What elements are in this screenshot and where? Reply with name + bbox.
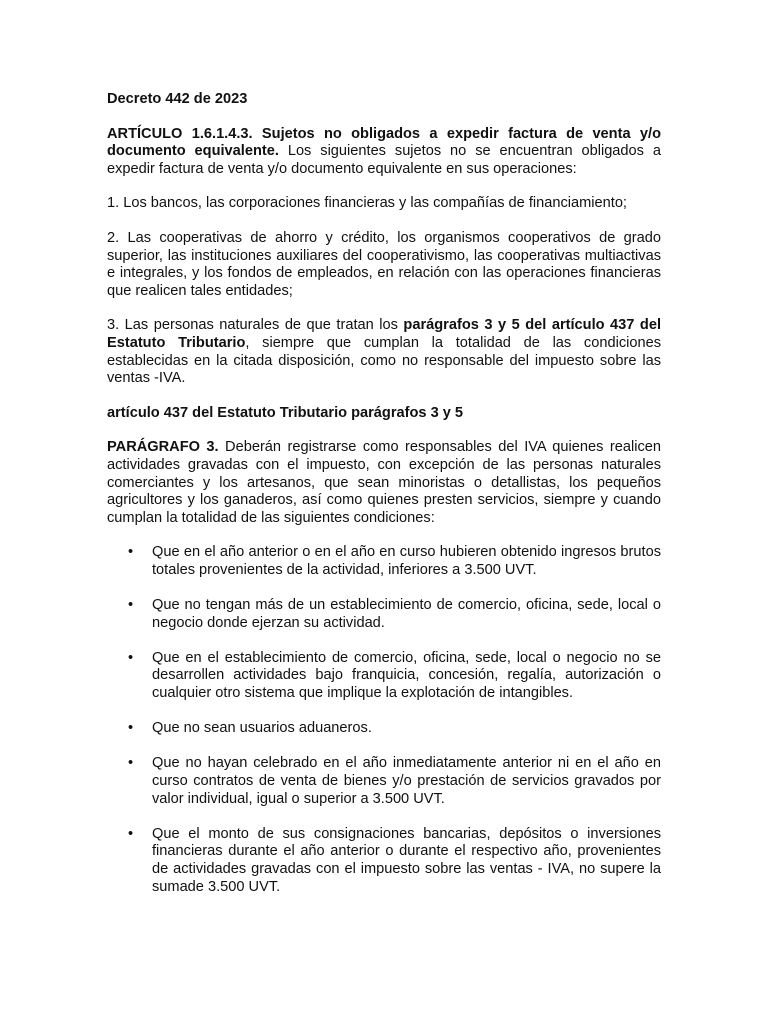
item3-reference: parágrafos 3 y 5 del artículo 437 del Estatuto Tributario	[107, 317, 662, 351]
decree-title: Decreto 442 de 2023	[107, 91, 248, 107]
condition-text: Que no sean usuarios aduaneros.	[152, 720, 372, 737]
condition-item	[107, 650, 661, 703]
item3-prefix: 3. Las personas naturales de que tratan los	[107, 317, 404, 334]
paragraph-3-text: Deberán registrarse como responsables del IVA quienes realicen actividades gravadas con el impuesto, con excepción de las personas naturales comerciantes y los artesanos, que sean minoristas o detallistas, los pequeños agricultores y los ganaderos, así como quienes presten servicios, siempre y cuando cumplan la totalidad de las siguientes condiciones:	[107, 439, 661, 526]
list-item-3	[107, 317, 661, 387]
bullet-icon: •	[128, 825, 134, 842]
article-heading: ARTÍCULO 1.6.1.4.3. Sujetos no obligados a expedir factura de venta y/o documento equivalente.	[107, 125, 661, 160]
list-item-2: 2. Las cooperativas de ahorro y crédito, los organismos cooperativos de grado superior, las instituciones auxiliares del cooperativismo, las cooperativas multiactivas e integrales, y los fondos de empleados, en relación con las operaciones financieras que realicen tales entidades;	[107, 229, 661, 299]
bullet-icon: •	[128, 544, 134, 561]
bullet-icon: •	[128, 720, 134, 737]
article-intro: Los siguientes sujetos no se encuentran obligados a expedir factura de venta y/o documento equivalente en sus operaciones:	[107, 143, 661, 177]
list-item-1: 1. Los bancos, las corporaciones financieras y las compañías de financiamiento;	[107, 195, 627, 212]
condition-text: Que no hayan celebrado en el año inmediatamente anterior ni en el año en curso contratos de venta de bienes y/o prestación de servicios gravados por valor individual, igual o superior a 3.500 UVT.	[152, 755, 661, 807]
bullet-icon: •	[128, 755, 134, 772]
condition-text: Que en el año anterior o en el año en curso hubieren obtenido ingresos brutos totales provenientes de la actividad, inferiores a 3.500 UVT.	[152, 544, 661, 578]
article-paragraph	[107, 126, 661, 179]
condition-item	[107, 755, 661, 808]
bullet-icon: •	[128, 649, 134, 666]
condition-text: Que el monto de sus consignaciones bancarias, depósitos o inversiones financieras durante el año anterior o durante el respectivo año, provenientes de actividades gravadas con el impuesto sobre las ventas - IVA, no supere la sumade 3.500 UVT.	[152, 825, 661, 895]
condition-item	[107, 720, 661, 738]
bullet-icon: •	[128, 597, 134, 614]
condition-item	[107, 826, 661, 896]
condition-text: Que no tengan más de un establecimiento de comercio, oficina, sede, local o negocio donde ejerzan su actividad.	[152, 597, 661, 631]
item3-suffix: , siempre que cumplan la totalidad de las condiciones establecidas en la citada disposición, como no responsable del impuesto sobre las ventas -IVA.	[107, 334, 662, 387]
condition-item	[107, 597, 661, 632]
conditions-list	[107, 544, 661, 896]
condition-text: Que en el establecimiento de comercio, oficina, sede, local o negocio no se desarrollen actividades bajo franquicia, concesión, regalía, autorización o cualquier otro sistema que implique la explotación de intangibles.	[152, 649, 661, 702]
section-subheading: artículo 437 del Estatuto Tributario parágrafos 3 y 5	[107, 404, 464, 421]
paragraph-3-label: PARÁGRAFO 3.	[107, 439, 219, 456]
condition-item	[107, 544, 661, 579]
paragraph-3	[107, 439, 661, 527]
